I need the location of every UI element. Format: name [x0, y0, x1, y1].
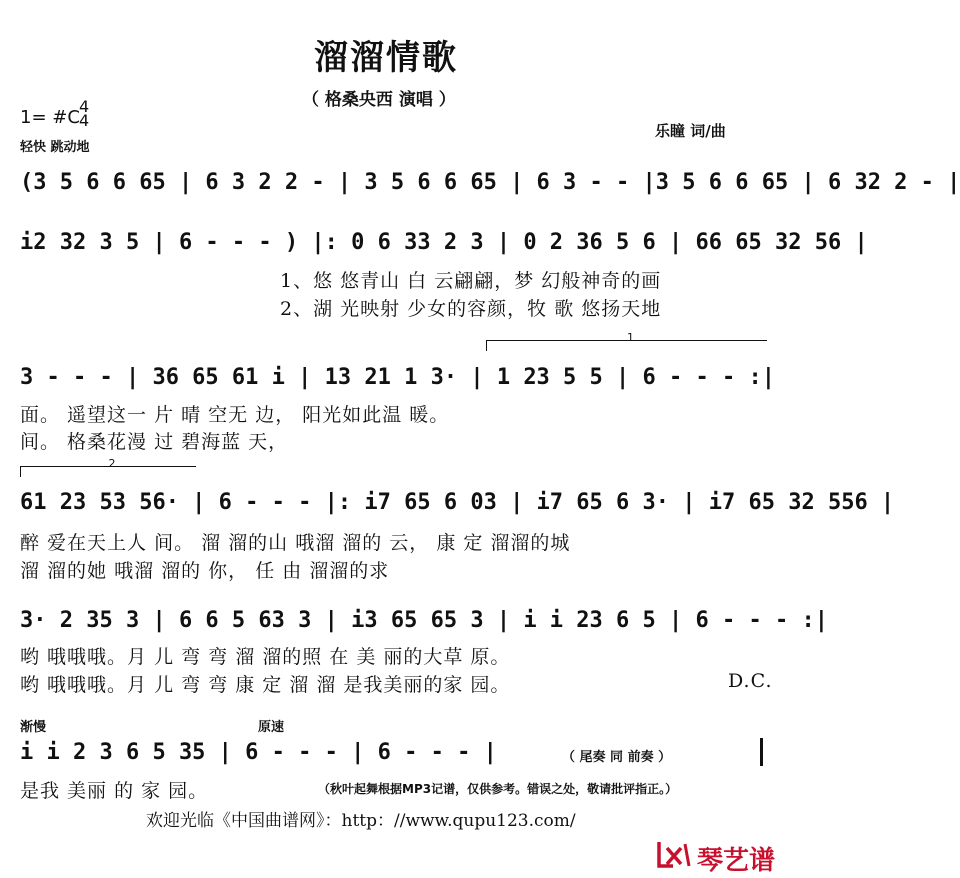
- tempo-mark: 轻快 跳动地: [20, 140, 90, 155]
- lyric-row-4-verse-1: 醉 爱在天上人 间。 溜 溜的山 哦溜 溜的 云， 康 定 溜溜的城: [20, 532, 571, 554]
- notation-row-5: 3· 2 35 3 | 6 6 5 63 3 | i3 65 65 3 | i i 23 6 5 | 6 - - - :|: [20, 608, 828, 633]
- volta-bracket-1: [486, 331, 767, 351]
- notation-row-2: i2 32 3 5 | 6 - - - ) |: 0 6 33 2 3 | 0 2 36 5 6 | 66 65 32 56 |: [20, 230, 868, 255]
- website-footer: 欢迎光临《中国曲谱网》：http：//www.qupu123.com/: [146, 811, 576, 831]
- logo-mark-icon: [655, 838, 693, 870]
- notation-row-4: 61 23 53 56· | 6 - - - |: i7 65 6 03 | i7 65 6 3· | i7 65 32 556 |: [20, 490, 895, 515]
- lyric-row-5-verse-1: 哟 哦哦哦。月 儿 弯 弯 溜 溜的照 在 美 丽的大草 原。: [20, 646, 511, 668]
- lyric-row-5-verse-2: 哟 哦哦哦。月 儿 弯 弯 康 定 溜 溜 是我美丽的家 园。: [20, 674, 511, 696]
- outro-note: （ 尾奏 同 前奏 ）: [562, 750, 672, 765]
- lyric-row-2-verse-1: 1、悠 悠青山 白 云翩翩，梦 幻般神奇的画: [280, 270, 662, 292]
- notation-row-3: 3 - - - | 36 65 61 i | 13 21 1 3· | 1 23 5 5 | 6 - - - :|: [20, 365, 775, 390]
- volta-1-label: 1: [627, 331, 634, 344]
- logo-text: 琴艺谱: [697, 846, 776, 876]
- final-barline: [760, 738, 763, 766]
- a-tempo-mark: 原速: [258, 720, 285, 735]
- time-signature: [79, 97, 90, 130]
- notation-row-6: i i 2 3 6 5 35 | 6 - - - | 6 - - - |: [20, 740, 497, 765]
- lyric-row-2-verse-2: 2、湖 光映射 少女的容颜，牧 歌 悠扬天地: [280, 298, 662, 320]
- volta-bracket-2: [20, 457, 196, 477]
- lyric-row-3-verse-1: 面。 遥望这一 片 晴 空无 边， 阳光如此温 暖。: [20, 404, 450, 426]
- volta-2-label: 2: [108, 457, 116, 470]
- lyric-row-3-verse-2: 间。 格桑花漫 过 碧海蓝 天，: [20, 431, 289, 453]
- song-title: 溜溜情歌: [314, 38, 458, 78]
- transcriber-note: （秋叶起舞根据MP3记谱，仅供参考。错误之处，敬请批评指正。）: [318, 782, 678, 796]
- performer-line: （ 格桑央西 演唱 ）: [302, 90, 456, 110]
- ritardando-mark: 渐慢: [20, 720, 47, 735]
- time-numerator: 4: [79, 97, 90, 116]
- notation-row-1: (3 5 6 6 65 | 6 3 2 2 - | 3 5 6 6 65 | 6 3 - - |3 5 6 6 65 | 6 32 2 - |: [20, 170, 960, 195]
- credits: 乐瞳 词/曲: [655, 122, 726, 140]
- key-signature: 1= #C: [20, 107, 80, 128]
- time-denominator: 4: [79, 111, 90, 130]
- lyric-row-4-verse-2: 溜 溜的她 哦溜 溜的 你， 任 由 溜溜的求: [20, 560, 390, 582]
- lyric-row-6: 是我 美丽 的 家 园。: [20, 780, 209, 802]
- dc-mark: D.C.: [728, 670, 773, 692]
- site-logo: [655, 838, 795, 876]
